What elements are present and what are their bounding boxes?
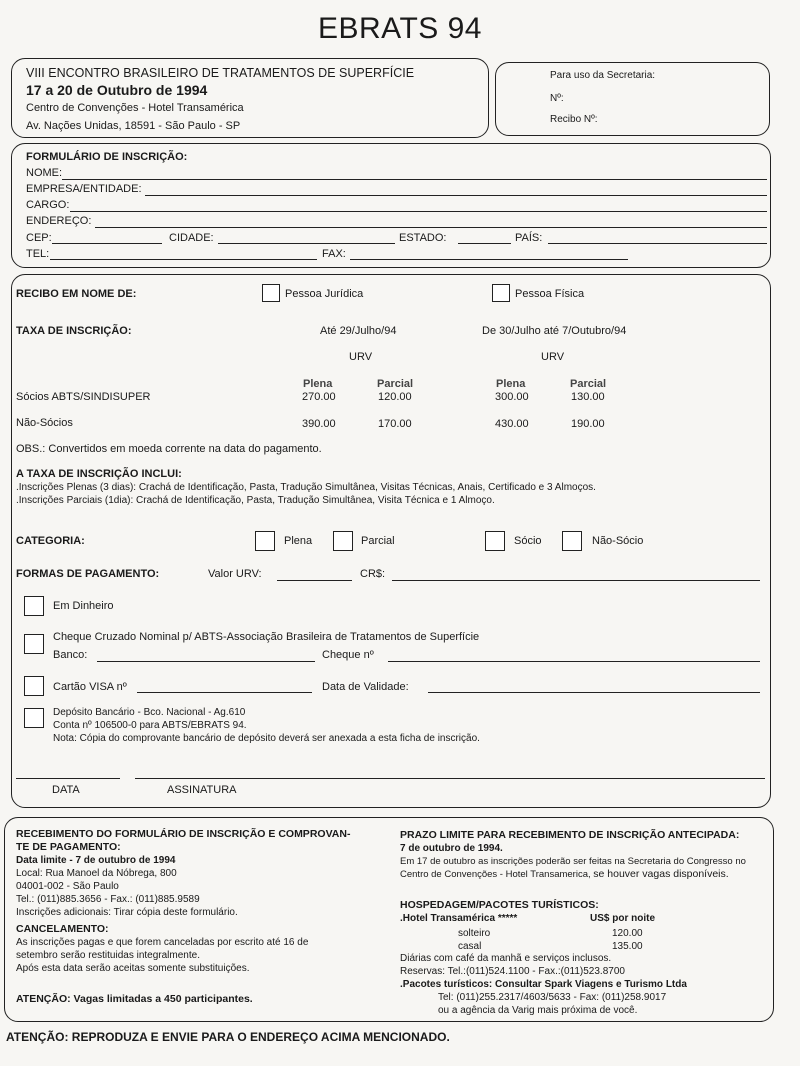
recebimento-limite: Data limite - 7 de outubro de 1994 xyxy=(16,855,176,866)
urv1: URV xyxy=(349,351,373,363)
recebimento-heading2: TE DE PAGAMENTO: xyxy=(16,841,121,853)
socios-v4: 130.00 xyxy=(571,391,605,403)
prazo-heading: PRAZO LIMITE PARA RECEBIMENTO DE INSCRIÇÃO ANTECIPADA: xyxy=(400,829,740,841)
deposito-line3: Nota: Cópia do comprovante bancário de depósito deverá ser anexada a esta ficha de inscrição. xyxy=(53,733,480,744)
estado-label: ESTADO: xyxy=(399,232,447,244)
prazo-date: 7 de outubro de 1994. xyxy=(400,843,503,854)
assinatura-field[interactable] xyxy=(135,778,765,779)
event-address: Av. Nações Unidas, 18591 - São Paulo - SP xyxy=(26,120,241,132)
period2: De 30/Julho até 7/Outubro/94 xyxy=(482,325,627,337)
naosocios-label: Não-Sócios xyxy=(16,417,73,429)
socios-v3: 300.00 xyxy=(495,391,529,403)
cheque-no-label: Cheque nº xyxy=(322,649,374,661)
visa-checkbox[interactable] xyxy=(24,676,44,696)
banco-label: Banco: xyxy=(53,649,88,661)
visa-label: Cartão VISA nº xyxy=(53,681,127,693)
categoria-parcial-label: Parcial xyxy=(361,535,395,547)
valor-urv-label: Valor URV: xyxy=(208,568,262,580)
parcial-h1: Parcial xyxy=(377,378,414,390)
categoria-socio-checkbox[interactable] xyxy=(485,531,505,551)
pagamento-label: FORMAS DE PAGAMENTO: xyxy=(16,568,160,580)
event-dates: 17 a 20 de Outubro de 1994 xyxy=(26,82,208,98)
pessoa-fisica-checkbox[interactable] xyxy=(492,284,510,302)
cidade-label: CIDADE: xyxy=(169,232,214,244)
recebimento-adicionais: Inscrições adicionais: Tirar cópia deste formulário. xyxy=(16,907,238,918)
tel-label: TEL: xyxy=(26,248,50,260)
categoria-naosocio-label: Não-Sócio xyxy=(592,535,644,547)
data-label: DATA xyxy=(52,784,80,796)
cancelamento-l2: setembro serão restituidas integralmente. xyxy=(16,950,200,961)
categoria-plena-checkbox[interactable] xyxy=(255,531,275,551)
categoria-socio-label: Sócio xyxy=(514,535,542,547)
fax-field[interactable] xyxy=(350,259,628,260)
hospedagem-solteiro: solteiro xyxy=(458,928,491,939)
dinheiro-label: Em Dinheiro xyxy=(53,600,114,612)
pessoa-juridica-label: Pessoa Jurídica xyxy=(285,288,364,300)
cargo-label: CARGO: xyxy=(26,199,70,211)
nome-field[interactable] xyxy=(62,179,767,180)
form-heading: FORMULÁRIO DE INSCRIÇÃO: xyxy=(26,151,188,163)
banco-field[interactable] xyxy=(97,661,315,662)
cheque-checkbox[interactable] xyxy=(24,634,44,654)
hospedagem-heading: HOSPEDAGEM/PACOTES TURÍSTICOS: xyxy=(400,899,599,911)
naosocios-v2: 170.00 xyxy=(378,418,412,430)
nome-label: NOME: xyxy=(26,167,63,179)
hospedagem-varig: ou a agência da Varig mais próxima de você. xyxy=(438,1005,638,1016)
socios-v1: 270.00 xyxy=(302,391,336,403)
parcial-h2: Parcial xyxy=(570,378,607,390)
cancelamento-heading: CANCELAMENTO: xyxy=(16,923,109,935)
categoria-parcial-checkbox[interactable] xyxy=(333,531,353,551)
hospedagem-pacotes xyxy=(400,979,687,990)
hospedagem-casal: casal xyxy=(458,941,482,952)
validade-field[interactable] xyxy=(428,692,760,693)
inclui-plenas: .Inscrições Plenas (3 dias): Crachá de Identificação, Pasta, Tradução Simultânea, Visitas Técnicas, Anais, Certificado e 3 Almoços. xyxy=(16,482,596,493)
inclui-heading: A TAXA DE INSCRIÇÃO INCLUI: xyxy=(16,468,182,480)
crs-field[interactable] xyxy=(392,580,760,581)
atencao-vagas: ATENÇÃO: Vagas limitadas a 450 participantes. xyxy=(16,993,253,1005)
recebimento-local: Local: Rua Manoel da Nóbrega, 800 xyxy=(16,868,177,879)
estado-field[interactable] xyxy=(458,243,511,244)
naosocios-v1: 390.00 xyxy=(302,418,336,430)
categoria-plena-label: Plena xyxy=(284,535,313,547)
prazo-l2a: Centro de Convenções - Hotel Transamerica, xyxy=(400,869,594,880)
hospedagem-pacotes-text: .Pacotes turísticos: Consultar Spark Viagens e Turismo Ltda xyxy=(400,979,687,990)
recebimento-cidade: 04001-002 - São Paulo xyxy=(16,881,119,892)
empresa-field[interactable] xyxy=(145,195,767,196)
socios-label: Sócios ABTS/SINDISUPER xyxy=(16,391,151,403)
cargo-field[interactable] xyxy=(70,211,767,212)
hospedagem-casal-v: 135.00 xyxy=(612,941,643,952)
deposito-line2: Conta nº 106500-0 para ABTS/EBRATS 94. xyxy=(53,720,247,731)
hospedagem-solteiro-v: 120.00 xyxy=(612,928,643,939)
assinatura-label: ASSINATURA xyxy=(167,784,237,796)
prazo-l1: Em 17 de outubro as inscrições poderão ser feitas na Secretaria do Congresso no xyxy=(400,856,746,867)
hospedagem-hotel: .Hotel Transamérica ***** xyxy=(400,913,518,924)
recebimento-heading1: RECEBIMENTO DO FORMULÁRIO DE INSCRIÇÃO E COMPROVAN- xyxy=(16,828,351,840)
valor-urv-field[interactable] xyxy=(277,580,352,581)
inclui-parciais: .Inscrições Parciais (1dia): Crachá de Identificação, Pasta, Tradução Simultânea, Visita Técnica e 1 Almoço. xyxy=(16,495,495,506)
cancelamento-l1: As inscrições pagas e que forem canceladas por escrito até 16 de xyxy=(16,937,309,948)
prazo-l2 xyxy=(400,868,729,880)
prazo-l2b: se houver vagas disponíveis. xyxy=(593,868,729,880)
recebimento-tel: Tel.: (011)885.3656 - Fax.: (011)885.9589 xyxy=(16,894,200,905)
secretaria-heading: Para uso da Secretaria: xyxy=(550,70,656,81)
urv2: URV xyxy=(541,351,565,363)
secretaria-recibo: Recibo Nº: xyxy=(550,114,598,125)
categoria-naosocio-checkbox[interactable] xyxy=(562,531,582,551)
hospedagem-reservas: Reservas: Tel.:(011)524.1100 - Fax.:(011)523.8700 xyxy=(400,966,625,977)
pessoa-juridica-checkbox[interactable] xyxy=(262,284,280,302)
period1: Até 29/Julho/94 xyxy=(320,325,397,337)
pessoa-fisica-label: Pessoa Física xyxy=(515,288,585,300)
naosocios-v4: 190.00 xyxy=(571,418,605,430)
pais-label: PAÍS: xyxy=(515,232,543,244)
cheque-no-field[interactable] xyxy=(388,661,760,662)
event-name: VIII ENCONTRO BRASILEIRO DE TRATAMENTOS DE SUPERFÍCIE xyxy=(26,66,415,80)
cep-field[interactable] xyxy=(52,243,162,244)
crs-label: CR$: xyxy=(360,568,386,580)
validade-label: Data de Validade: xyxy=(322,681,409,693)
cidade-field[interactable] xyxy=(218,243,395,244)
tel-field[interactable] xyxy=(50,259,317,260)
page-title: EBRATS 94 xyxy=(317,12,482,45)
plena-h2: Plena xyxy=(496,378,526,390)
cheque-label: Cheque Cruzado Nominal p/ ABTS-Associação Brasileira de Tratamentos de Superfície xyxy=(53,631,480,643)
socios-v2: 120.00 xyxy=(378,391,412,403)
hospedagem-usd: US$ por noite xyxy=(590,913,656,924)
deposito-checkbox[interactable] xyxy=(24,708,44,728)
footer-notice: ATENÇÃO: REPRODUZA E ENVIE PARA O ENDEREÇO ACIMA MENCIONADO. xyxy=(6,1030,450,1044)
event-venue: Centro de Convenções - Hotel Transamérica xyxy=(26,102,244,114)
dinheiro-checkbox[interactable] xyxy=(24,596,44,616)
hospedagem-diarias: Diárias com café da manhã e serviços inclusos. xyxy=(400,953,612,964)
categoria-label: CATEGORIA: xyxy=(16,535,85,547)
empresa-label: EMPRESA/ENTIDADE: xyxy=(26,183,142,195)
taxa-obs: OBS.: Convertidos em moeda corrente na data do pagamento. xyxy=(16,443,322,455)
deposito-line1: Depósito Bancário - Bco. Nacional - Ag.610 xyxy=(53,707,246,718)
pais-field[interactable] xyxy=(548,243,767,244)
data-field[interactable] xyxy=(16,778,120,779)
recibo-label: RECIBO EM NOME DE: xyxy=(16,288,137,300)
hospedagem-pacotes-tel: Tel: (011)255.2317/4603/5633 - Fax: (011)258.9017 xyxy=(438,992,667,1003)
cep-label: CEP: xyxy=(26,232,52,244)
endereco-label: ENDEREÇO: xyxy=(26,215,92,227)
plena-h1: Plena xyxy=(303,378,333,390)
taxa-label: TAXA DE INSCRIÇÃO: xyxy=(16,325,132,337)
cancelamento-l3: Após esta data serão aceitas somente substituições. xyxy=(16,963,250,974)
fax-label: FAX: xyxy=(322,248,346,260)
naosocios-v3: 430.00 xyxy=(495,418,529,430)
secretaria-no: Nº: xyxy=(550,93,564,104)
visa-field[interactable] xyxy=(137,692,312,693)
endereco-field[interactable] xyxy=(95,227,767,228)
